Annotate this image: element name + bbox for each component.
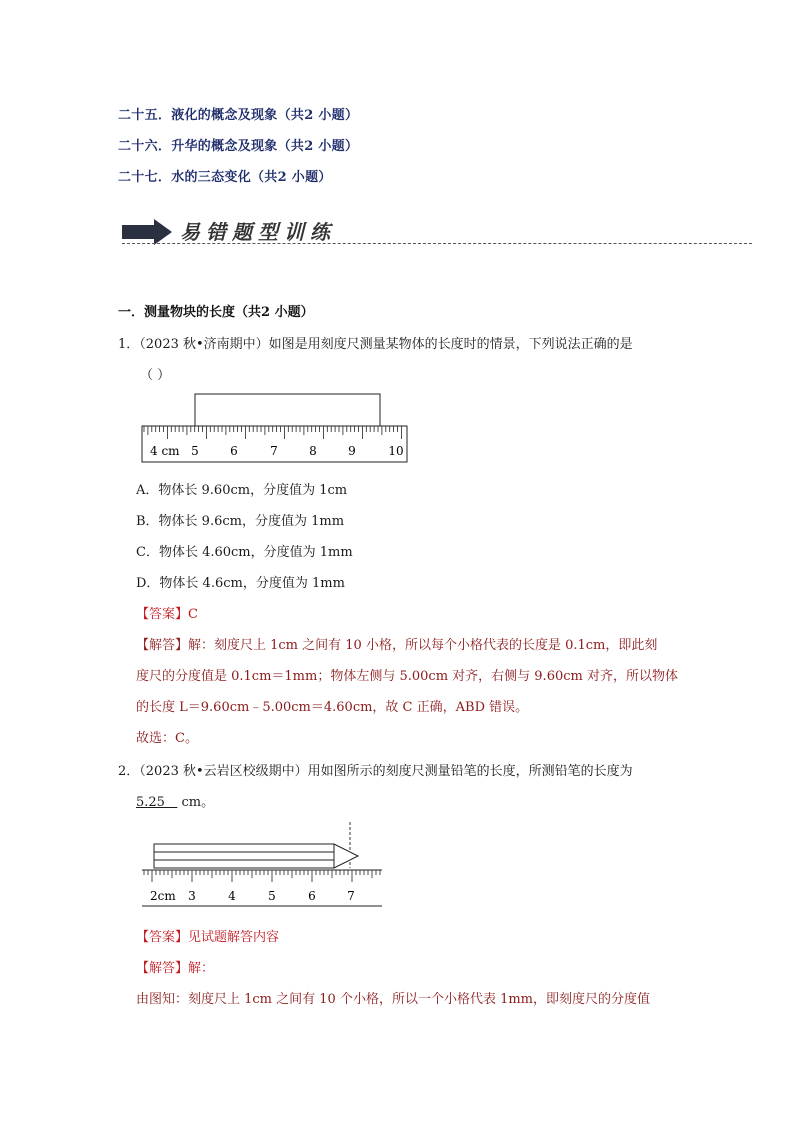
toc-item-27: 二十七．水的三态变化（共2 小题） — [118, 170, 332, 185]
q1-option-c: C．物体长 4.60cm，分度值为 1mm — [136, 545, 353, 560]
q1-ruler-label: 10 — [388, 444, 404, 458]
q2-unit: cm。 — [181, 795, 215, 810]
toc-item-25: 二十五．液化的概念及现象（共2 小题） — [118, 108, 359, 123]
q1-ruler-figure — [140, 392, 412, 468]
q1-answer: 【答案】C — [136, 607, 198, 622]
q2-ruler-label: 2cm — [150, 889, 176, 903]
q2-pencil — [154, 844, 358, 868]
toc-item-26: 二十六．升华的概念及现象（共2 小题） — [118, 139, 359, 154]
q1-ruler-label: 4 cm — [150, 444, 180, 458]
q1-ruler-label: 9 — [348, 444, 356, 458]
q1-analysis-line: 【解答】解：刻度尺上 1cm 之间有 10 小格，所以每个小格代表的长度是 0.1cm，即此刻 — [136, 638, 658, 653]
q2-ruler-label: 3 — [188, 889, 196, 903]
q1-ruler-label: 8 — [309, 444, 317, 458]
q1-ruler-label: 7 — [270, 444, 278, 458]
q2-ruler-label: 4 — [228, 889, 236, 903]
q1-analysis-line: 故选：C。 — [136, 731, 198, 746]
q2-ruler-ticks — [144, 870, 380, 882]
q1-analysis-line: 的长度 L＝9.60cm﹣5.00cm＝4.60cm，故 C 正确，ABD 错误。 — [136, 700, 529, 715]
section-title: 一．测量物块的长度（共2 小题） — [118, 305, 314, 320]
banner-divider — [122, 243, 752, 244]
arrow-icon — [122, 219, 174, 245]
q2-ruler-label: 7 — [347, 889, 355, 903]
q1-option-d: D．物体长 4.6cm，分度值为 1mm — [136, 576, 345, 591]
q1-option-a: A．物体长 9.60cm，分度值为 1cm — [136, 483, 348, 498]
q1-stem-paren: （ ） — [140, 368, 171, 383]
q2-ruler-label: 5 — [268, 889, 276, 903]
q2-analysis-line: 由图知：刻度尺上 1cm 之间有 10 个小格，所以一个小格代表 1mm，即刻度尺的分度值 — [136, 992, 651, 1007]
q2-analysis-head: 【解答】解： — [136, 961, 215, 976]
q2-stem: 2．（2023 秋•云岩区校级期中）用如图所示的刻度尺测量铅笔的长度，所测铅笔的长度为 — [118, 764, 633, 779]
q2-ruler-figure — [140, 820, 390, 910]
q2-blank-answer: 5.25 — [136, 795, 165, 810]
q1-analysis-line: 度尺的分度值是 0.1cm＝1mm；物体左侧与 5.00cm 对齐，右侧与 9.60cm 对齐，所以物体 — [136, 669, 678, 684]
q1-ruler-label: 6 — [230, 444, 238, 458]
q2-stem-answer-line — [136, 791, 214, 810]
q1-ruler-label: 5 — [191, 444, 199, 458]
banner-title: 易错题型训练 — [180, 220, 336, 244]
q2-ruler-label: 6 — [308, 889, 316, 903]
q1-object-block — [195, 394, 380, 426]
q1-stem: 1．（2023 秋•济南期中）如图是用刻度尺测量某物体的长度时的情景，下列说法正确的是 — [118, 337, 633, 352]
q2-answer: 【答案】见试题解答内容 — [136, 930, 280, 945]
q1-option-b: B．物体长 9.6cm，分度值为 1mm — [136, 514, 345, 529]
